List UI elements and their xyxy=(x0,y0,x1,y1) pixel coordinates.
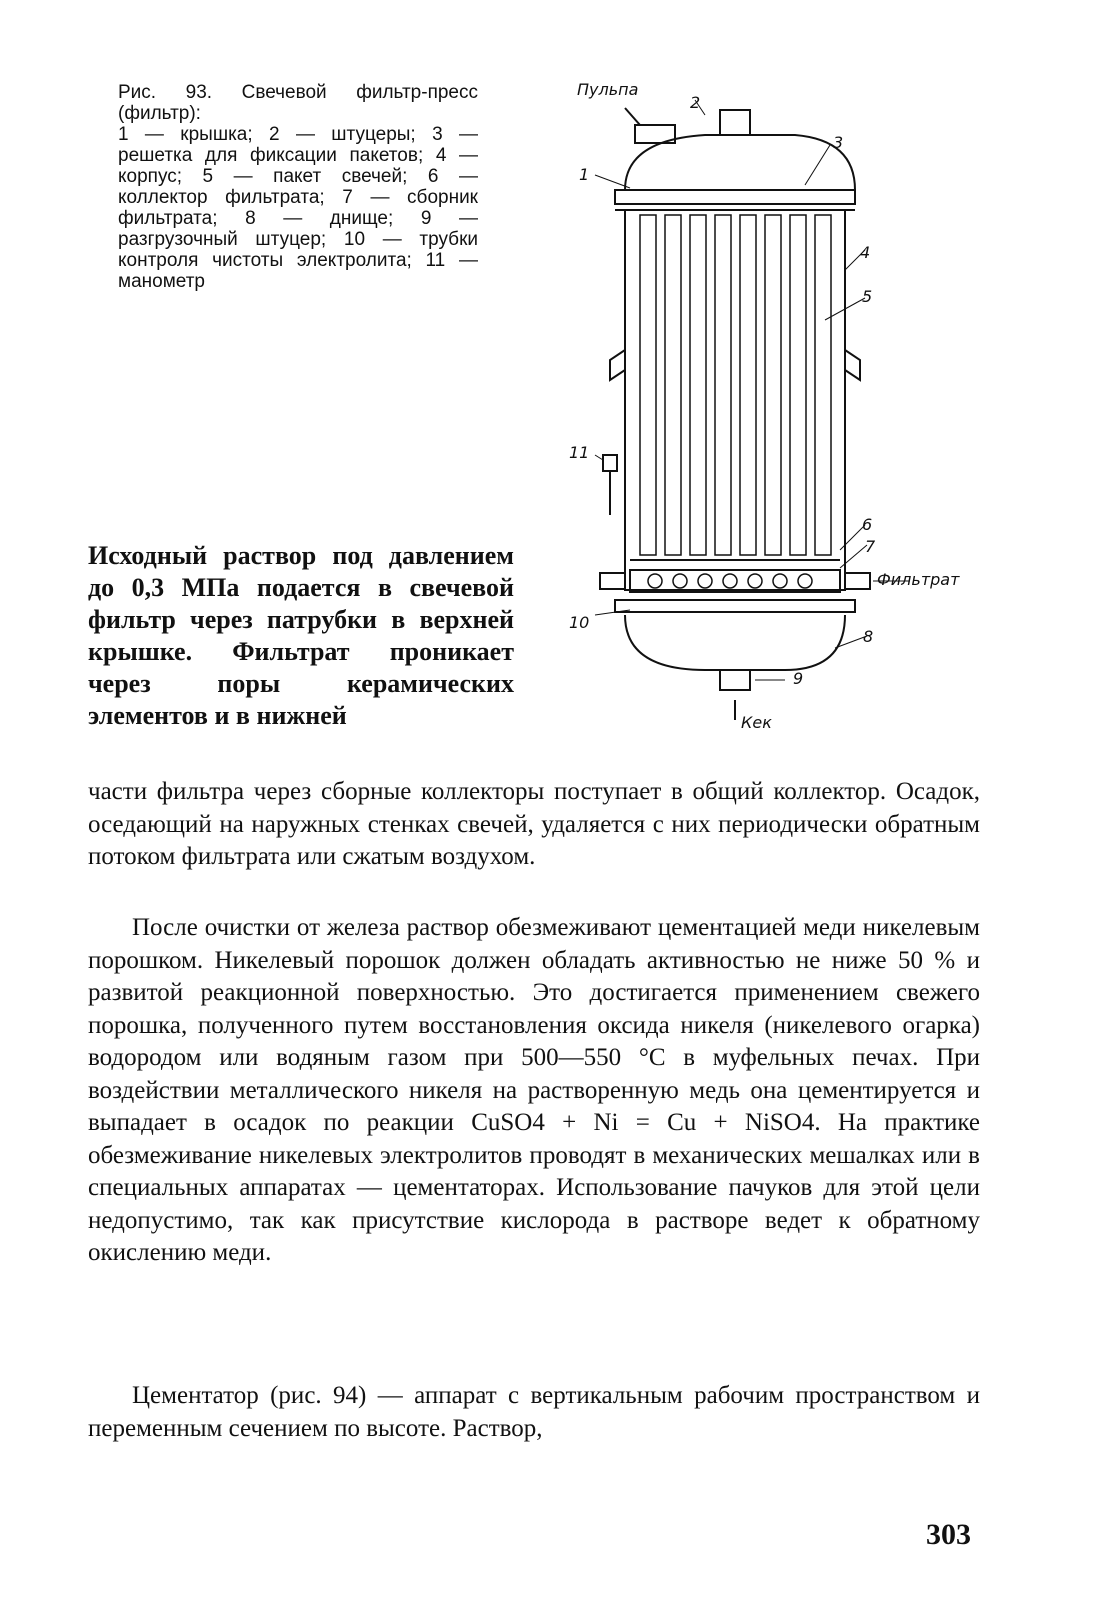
support-lug-right xyxy=(845,350,860,380)
label-pulp: Пульпа xyxy=(577,80,639,99)
bottom-dish xyxy=(625,615,845,670)
label-11: 11 xyxy=(569,443,590,462)
label-7: 7 xyxy=(865,537,876,556)
discharge-nozzle xyxy=(720,670,750,690)
label-1: 1 xyxy=(579,165,590,184)
label-9: 9 xyxy=(793,669,804,688)
label-filtrate: Фильтрат xyxy=(877,570,960,589)
label-4: 4 xyxy=(860,243,871,262)
label-3: 3 xyxy=(833,133,844,152)
inlet-nozzle-top xyxy=(720,110,750,135)
top-flange xyxy=(615,190,855,204)
paragraph-3 xyxy=(88,1380,980,1445)
support-lug-left xyxy=(610,350,625,380)
label-5: 5 xyxy=(862,287,873,306)
filter-press-diagram xyxy=(555,70,985,750)
label-2: 2 xyxy=(690,93,701,112)
paragraph-2-text: После очистки от железа раствор обезмеживают цементацией меди никелевым порошком. Никелевый порошок должен обладать активностью не ниже 50 % и развитой реакционной поверхностью. Это достигается применением свежего порошка, полученного путем восстановления оксида никеля (никелевого огарка) водородом или водяным газом при 500—550 °С в муфельных печах. При воздействии металлического никеля на растворенную медь она цементируется и выпадает в осадок по реакции CuSO4 + Ni = Cu + NiSO4. На практике обезмеживание никелевых электролитов проводят в механических мешалках или в специальных аппаратах — цементаторах. Использование пачуков для этой цели недопустимо, так как присутствие кислорода в растворе ведет к обратному окислению меди. xyxy=(88,914,980,1266)
body-shell xyxy=(625,210,845,590)
label-cake: Кек xyxy=(741,713,772,732)
label-6: 6 xyxy=(862,515,873,534)
filtrate-outlet xyxy=(845,573,870,589)
paragraph-1-continued: части фильтра через сборные коллекторы поступает в общий коллектор. Осадок, оседающий на наружных стенках свечей, удаляется с них периодически обратным потоком фильтрата или сжатым воздухом. xyxy=(88,778,980,870)
page-number: 303 xyxy=(926,1518,971,1551)
paragraph-3-text: Цементатор (рис. 94) — аппарат с вертикальным рабочим пространством и переменным сечением по высоте. Раствор, xyxy=(88,1382,980,1442)
label-8: 8 xyxy=(863,627,874,646)
caption-title: Рис. 93. Свечевой фильтр-пресс (фильтр): xyxy=(118,82,478,124)
bottom-flange xyxy=(615,600,855,612)
label-10: 10 xyxy=(569,613,590,632)
figure-caption xyxy=(118,82,478,292)
paragraph-2 xyxy=(88,912,980,1270)
filter-press-drawing xyxy=(555,70,985,750)
caption-legend: 1 — крышка; 2 — штуцеры; 3 — решетка для фиксации пакетов; 4 — корпус; 5 — пакет свечей; 6 — коллектор фильтрата; 7 — сборник фильтрата; 8 — днище; 9 — разгрузочный штуцер; 10 — трубки контроля чистоты электролита; 11 — манометр xyxy=(118,124,478,292)
candle-package xyxy=(640,215,831,555)
side-pipe-left xyxy=(600,573,625,589)
paragraph-1-wrapped: Исходный раствор под давлением до 0,3 МПа подается в свечевой фильтр через патрубки в верхней крышке. Фильтрат проникает через поры керамических элементов и в нижней xyxy=(88,541,514,730)
manometer xyxy=(603,455,617,471)
